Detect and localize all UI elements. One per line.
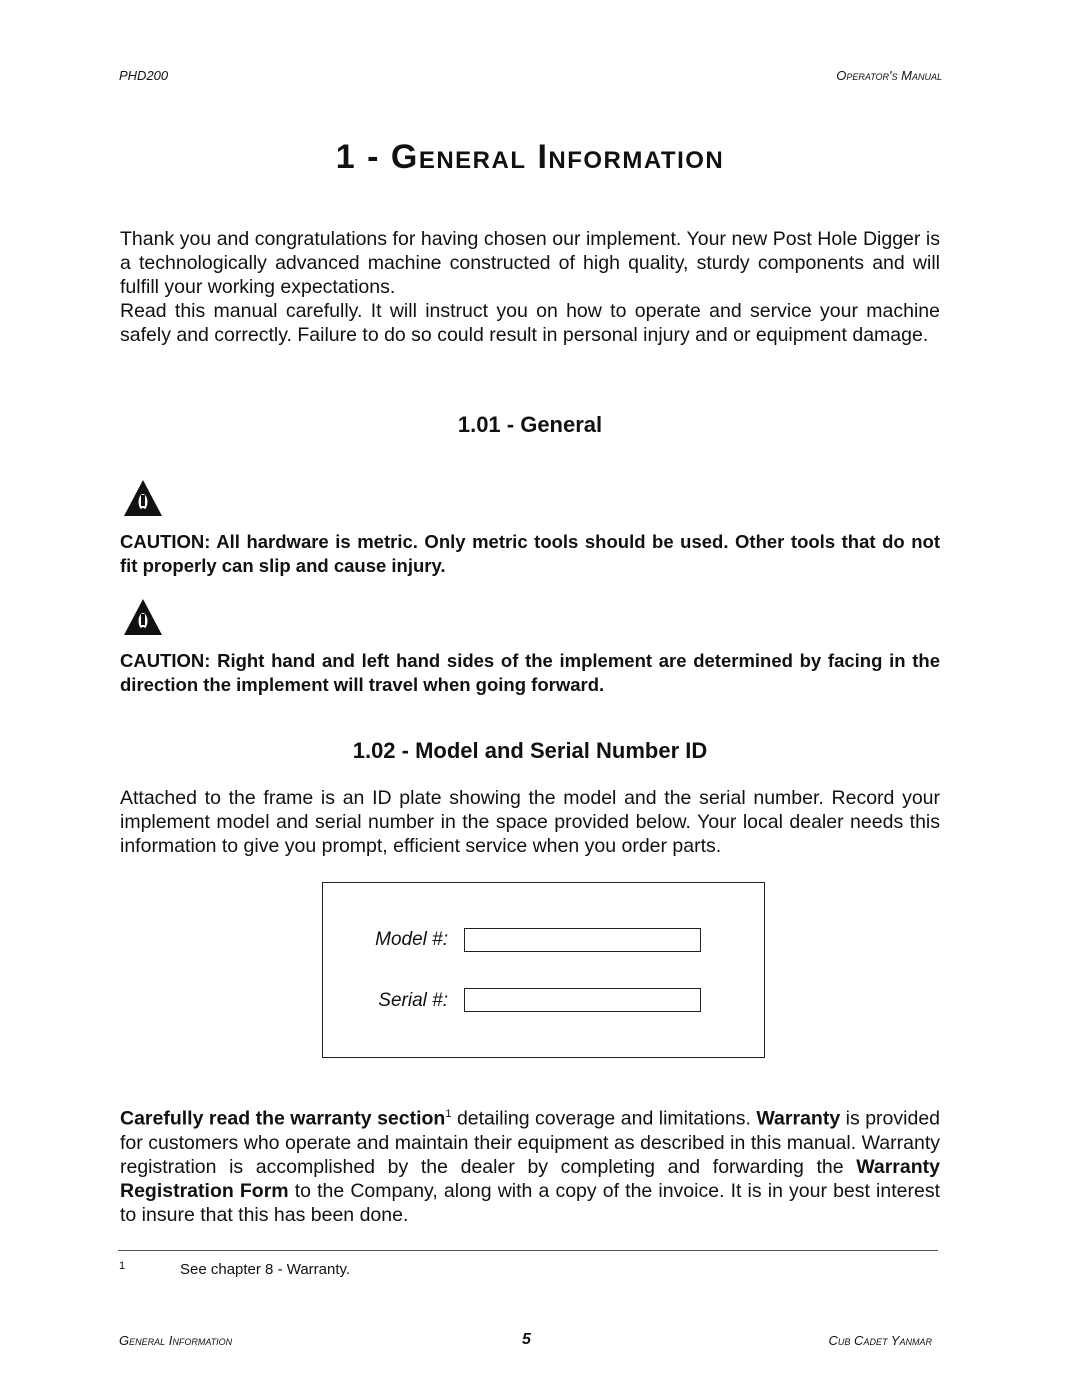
page-title: 1 - General Information xyxy=(335,138,725,176)
serial-label: Serial #: xyxy=(378,990,448,1011)
footer-brand: Cub Cadet Yanmar xyxy=(828,1333,932,1348)
warranty-text-3: to the Company, along with a copy of the invoice. It is in your best interest to insure that this has been done. xyxy=(120,1179,940,1226)
warranty-text-2: is provided for customers who operate and maintain their equipment as described in this manual. Warranty registration is accomplished by the dealer by completing and forwarding the xyxy=(120,1107,941,1178)
section-heading-model-serial: 1.02 - Model and Serial Number ID xyxy=(352,738,708,763)
caution-sides-definition: CAUTION: Right hand and left hand sides of the implement are determined by facing in the direction the implement will travel when going forward. xyxy=(120,650,940,695)
warranty-form-name: Warranty Registration Form xyxy=(120,1155,940,1202)
caution-metric-hardware: CAUTION: All hardware is metric. Only metric tools should be used. Other tools that do not fit properly can slip and cause injury. xyxy=(120,531,940,576)
section-heading-general: 1.01 - General xyxy=(457,412,603,437)
intro-paragraph-2: Read this manual carefully. It will instruct you on how to operate and service your machine safely and correctly. Failure to do so could result in personal injury and or equipment damage. xyxy=(120,300,940,346)
footer-chapter: General Information xyxy=(119,1333,233,1348)
model-number-field[interactable] xyxy=(464,928,701,952)
footnote-number: 1 xyxy=(119,1260,126,1272)
warning-triangle-icon xyxy=(122,478,164,518)
footnote-divider xyxy=(118,1250,938,1251)
warranty-bold-word: Warranty xyxy=(756,1107,841,1130)
serial-number-field[interactable] xyxy=(464,988,701,1012)
footnote-text: See chapter 8 - Warranty. xyxy=(180,1261,351,1278)
intro-paragraph-1: Thank you and congratulations for having chosen our implement. Your new Post Hole Digger is a technologically advanced machine constructed of high quality, sturdy components and will fulfill your working expectations. xyxy=(120,228,940,298)
page-number: 5 xyxy=(522,1331,531,1348)
warranty-paragraph xyxy=(120,1102,940,1227)
header-manual-title: Operator's Manual xyxy=(836,68,942,83)
warranty-bold-lead: Carefully read the warranty section xyxy=(120,1107,446,1130)
warranty-text-1: detailing coverage and limitations. xyxy=(451,1107,757,1130)
id-record-box xyxy=(322,882,765,1058)
header-model: PHD200 xyxy=(119,68,169,83)
warning-triangle-icon xyxy=(122,597,164,637)
footnote-reference[interactable]: 1 xyxy=(445,1108,452,1120)
model-serial-paragraph: Attached to the frame is an ID plate showing the model and the serial number. Record your implement model and serial number in the space provided below. Your local dealer needs this information to give you prompt, efficient service when you order parts. xyxy=(120,787,940,857)
model-label: Model #: xyxy=(375,929,448,950)
